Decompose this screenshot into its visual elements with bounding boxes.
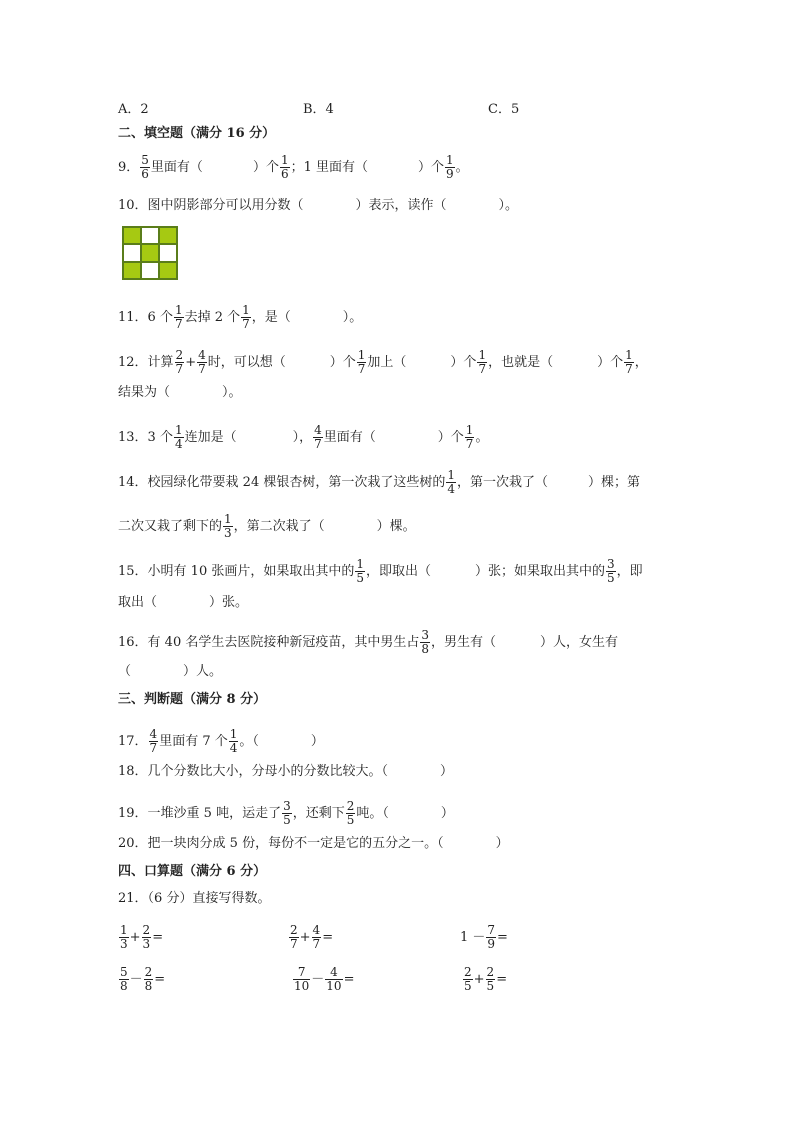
question-18: 18．几个分数比大小，分母小的分数比较大。（ ） (118, 764, 454, 779)
question-10: 10．图中阴影部分可以用分数（ ）表示，读作（ ）。 (118, 198, 519, 213)
section-judge-title: 三、判断题（满分 8 分） (118, 692, 267, 707)
fraction-1-7: $\frac{1}{7}$ (625, 348, 633, 376)
option-a: A．2 (118, 102, 149, 117)
question-13: 13．3 个 $\frac{1}{4}$ 连加是（ ）， $\frac{4}{7}$ 里面有（ ）个 $\frac{1}{7}$ 。 (118, 423, 489, 451)
fraction-1-4: $\frac{1}{4}$ (229, 727, 238, 755)
question-12-line2: 结果为（ ）。 (118, 385, 242, 400)
fraction-4-7: $\frac{4}{7}$ (198, 348, 206, 376)
option-c: C．5 (488, 102, 520, 117)
fraction-1-4: $\frac{1}{4}$ (174, 423, 183, 451)
question-15-line2: 取出（ ）张。 (118, 595, 249, 610)
fraction-1-4: $\frac{1}{4}$ (447, 468, 455, 496)
question-19: 19．一堆沙重 5 吨，运走了 $\frac{3}{5}$ ，还剩下 $\frac{2}{5}$ 吨。（ ） (118, 799, 454, 827)
question-20: 20．把一块肉分成 5 份，每份不一定是它的五分之一。（ ） (118, 836, 509, 851)
calc-3: 1 － $\frac{7}{9}$ = (460, 923, 508, 951)
fraction-2-5: $\frac{2}{5}$ (346, 799, 355, 827)
question-16: 16．有 40 名学生去医院接种新冠疫苗，其中男生占 $\frac{3}{8}$ ，男生有（ ）人，女生有 (118, 628, 619, 656)
blank-cell (159, 244, 177, 261)
option-b: B．4 (303, 102, 334, 117)
shaded-cell (141, 244, 159, 261)
shaded-cell (159, 262, 177, 279)
fraction-1-3: $\frac{1}{3}$ (224, 512, 232, 540)
fraction-1-7: $\frac{1}{7}$ (465, 423, 474, 451)
shaded-grid-figure (122, 226, 178, 280)
section-fill-blank-title: 二、填空题（满分 16 分） (118, 126, 276, 141)
question-9: 9． $\frac{5}{6}$ 里面有（ ）个 $\frac{1}{6}$ ；1 里面有（ ）个 $\frac{1}{9}$ 。 (118, 153, 469, 181)
shaded-cell (159, 227, 177, 244)
shaded-cell (123, 262, 141, 279)
calc-2: $\frac{2}{7}$ + $\frac{4}{7}$ = (290, 923, 334, 951)
fraction-3-8: $\frac{3}{8}$ (421, 628, 429, 656)
fraction-1-6: $\frac{1}{6}$ (280, 153, 289, 181)
blank-cell (141, 227, 159, 244)
fraction-1-7: $\frac{1}{7}$ (174, 303, 183, 331)
q9-number: 9． (118, 160, 140, 175)
fraction-4-7: $\frac{4}{7}$ (149, 727, 158, 755)
section-mental-calc-title: 四、口算题（满分 6 分） (118, 864, 267, 879)
question-21: 21．（6 分）直接写得数。 (118, 891, 271, 906)
fraction-3-5: $\frac{3}{5}$ (607, 557, 615, 585)
calc-5: $\frac{7}{10}$ － $\frac{4}{10}$ = (294, 965, 355, 993)
question-16-line2: （ ）人。 (118, 664, 223, 679)
fraction-1-5: $\frac{1}{5}$ (356, 557, 364, 585)
fraction-5-6: $\frac{5}{6}$ (141, 153, 149, 181)
calc-4: $\frac{5}{8}$ － $\frac{2}{8}$ = (120, 965, 166, 993)
question-11: 11．6 个 $\frac{1}{7}$ 去掉 2 个 $\frac{1}{7}$ ，是（ ）。 (118, 303, 363, 331)
fraction-1-9: $\frac{1}{9}$ (446, 153, 454, 181)
fraction-1-7: $\frac{1}{7}$ (478, 348, 487, 376)
calc-6: $\frac{2}{5}$ + $\frac{2}{5}$ = (464, 965, 508, 993)
fraction-3-5: $\frac{3}{5}$ (283, 799, 291, 827)
blank-cell (141, 262, 159, 279)
fraction-1-7: $\frac{1}{7}$ (242, 303, 250, 331)
fraction-4-7: $\frac{4}{7}$ (314, 423, 322, 451)
shaded-cell (123, 227, 141, 244)
question-17: 17． $\frac{4}{7}$ 里面有 7 个 $\frac{1}{4}$ 。（ ） (118, 727, 324, 755)
fraction-2-7: $\frac{2}{7}$ (175, 348, 184, 376)
blank-cell (123, 244, 141, 261)
question-14: 14．校园绿化带要栽 24 棵银杏树，第一次栽了这些树的 $\frac{1}{4}$ ，第一次栽了（ ）棵；第 (118, 468, 641, 496)
fraction-1-7: $\frac{1}{7}$ (357, 348, 366, 376)
question-14-line2: 二次又栽了剩下的 $\frac{1}{3}$ ，第二次栽了（ ）棵。 (118, 512, 416, 540)
question-15: 15．小明有 10 张画片，如果取出其中的 $\frac{1}{5}$ ，即取出（ ）张；如果取出其中的 $\frac{3}{5}$ ，即 (118, 557, 643, 585)
calc-1: $\frac{1}{3}$ + $\frac{2}{3}$ = (120, 923, 164, 951)
question-12: 12．计算 $\frac{2}{7}$ + $\frac{4}{7}$ 时，可以想（ ）个 $\frac{1}{7}$ 加上（ ）个 $\frac{1}{7}$ ，也就是（ ）个 $\frac{1}{7}$ ， (118, 348, 648, 376)
